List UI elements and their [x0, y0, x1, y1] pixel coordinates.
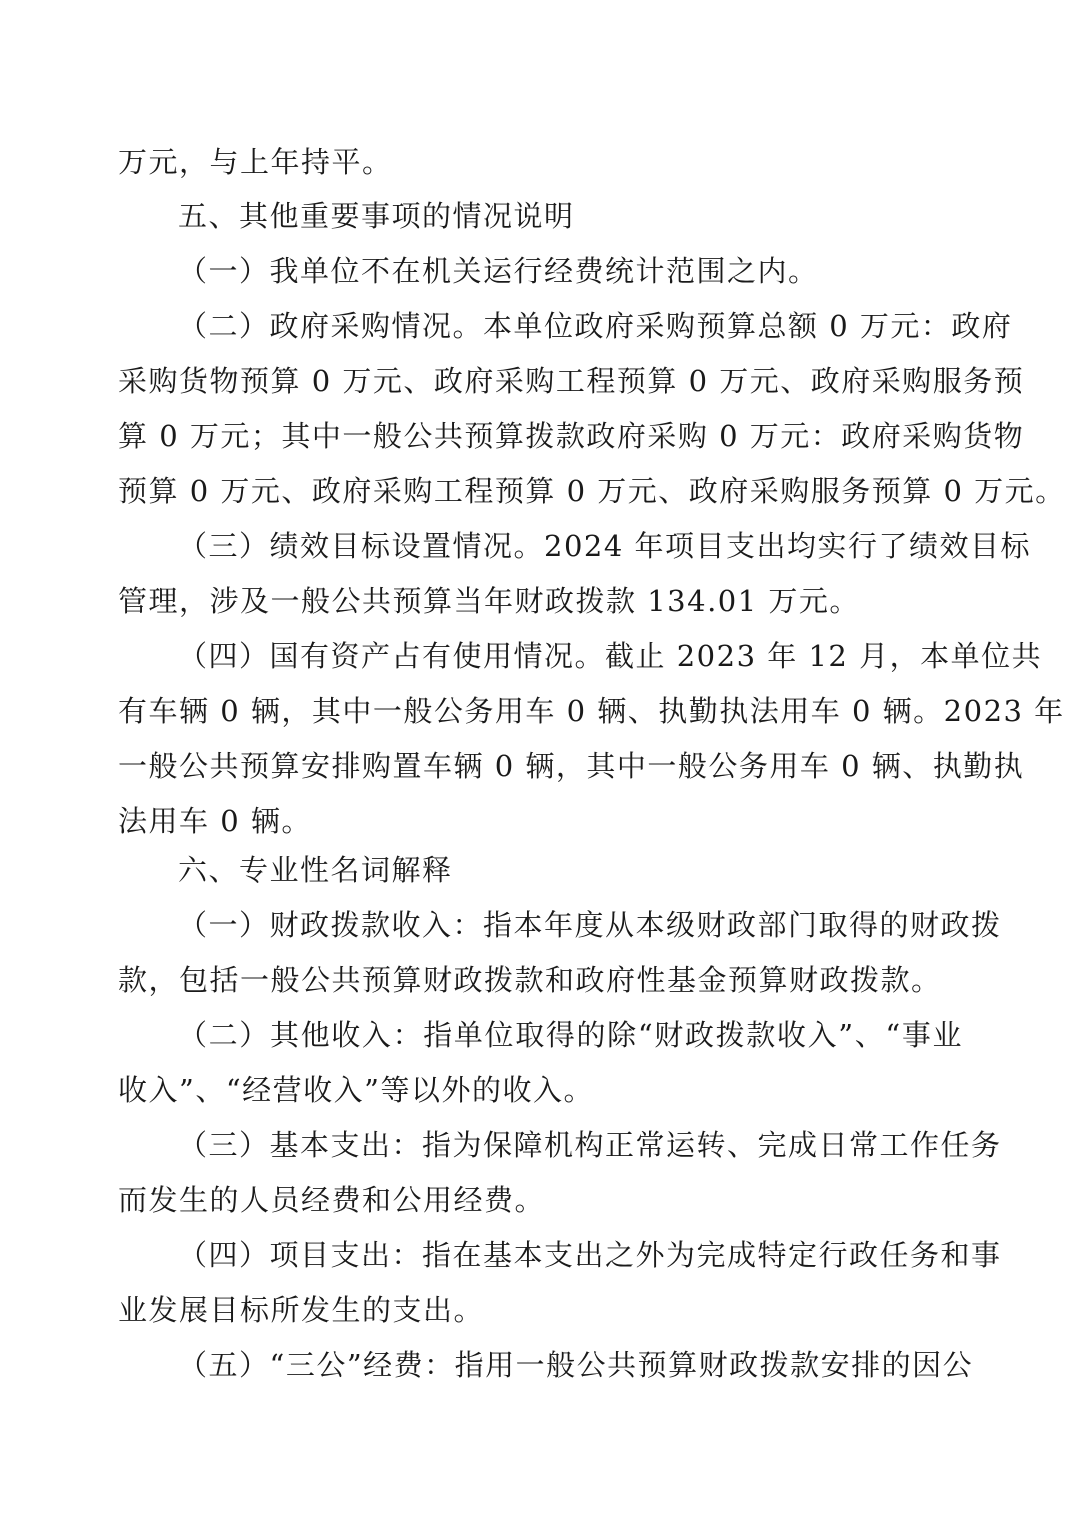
paragraph-line: （五）“三公”经费：指用一般公共预算财政拨款安排的因公 [178, 1348, 974, 1382]
paragraph-line: 而发生的人员经费和公用经费。 [118, 1183, 546, 1217]
paragraph-line: （一）我单位不在机关运行经费统计范围之内。 [178, 254, 819, 288]
paragraph-line: 法用车 0 辆。 [118, 804, 312, 838]
paragraph-line: （三）基本支出：指为保障机构正常运转、完成日常工作任务 [178, 1128, 1002, 1162]
section-heading-other-matters: 五、其他重要事项的情况说明 [178, 199, 575, 233]
paragraph-line: 管理，涉及一般公共预算当年财政拨款 134.01 万元。 [118, 584, 860, 618]
paragraph-line: （四）项目支出：指在基本支出之外为完成特定行政任务和事 [178, 1238, 1002, 1272]
paragraph-line: 一般公共预算安排购置车辆 0 辆，其中一般公务用车 0 辆、执勤执 [118, 749, 1025, 783]
section-heading-terms: 六、专业性名词解释 [178, 853, 453, 887]
paragraph-line: （三）绩效目标设置情况。2024 年项目支出均实行了绩效目标 [178, 529, 1032, 563]
paragraph-line: 业发展目标所发生的支出。 [118, 1293, 485, 1327]
paragraph-line: （二）政府采购情况。本单位政府采购预算总额 0 万元：政府 [178, 309, 1013, 343]
paragraph-line: （二）其他收入：指单位取得的除“财政拨款收入”、“事业 [178, 1018, 963, 1052]
paragraph-line: （一）财政拨款收入：指本年度从本级财政部门取得的财政拨 [178, 908, 1002, 942]
paragraph-line: 预算 0 万元、政府采购工程预算 0 万元、政府采购服务预算 0 万元。 [118, 474, 1066, 508]
paragraph-line: 收入”、“经营收入”等以外的收入。 [118, 1073, 594, 1107]
paragraph-line: 万元，与上年持平。 [118, 145, 393, 179]
paragraph-line: 采购货物预算 0 万元、政府采购工程预算 0 万元、政府采购服务预 [118, 364, 1025, 398]
paragraph-line: 有车辆 0 辆，其中一般公务用车 0 辆、执勤执法用车 0 辆。2023 年 [118, 694, 1065, 728]
paragraph-line: 款，包括一般公共预算财政拨款和政府性基金预算财政拨款。 [118, 963, 942, 997]
paragraph-line: （四）国有资产占有使用情况。截止 2023 年 12 月，本单位共 [178, 639, 1043, 673]
paragraph-line: 算 0 万元；其中一般公共预算拨款政府采购 0 万元：政府采购货物 [118, 419, 1025, 453]
